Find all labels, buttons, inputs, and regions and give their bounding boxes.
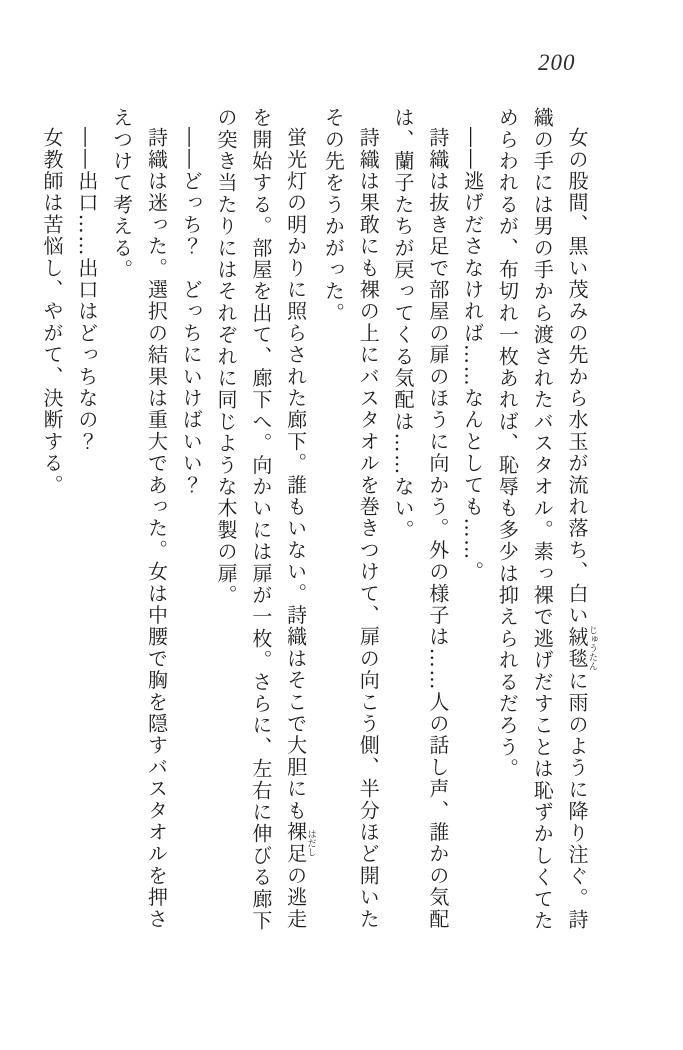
paragraph: ――逃げださなければ……なんとしても……。	[460, 127, 485, 583]
paragraph: 女教師は苦悩し、やがて、決断する。	[40, 127, 65, 496]
paragraph: 蛍光灯の明かりに照らされた廊下。誰もいない。詩織はそこで大胆にも裸足はだしの逃走を開始する。部屋を出て、廊下へ。向かいには扉が一枚。さらに、左右に伸びる廊下の突き当たりにはそれぞれに同じような木製の扉。	[214, 107, 316, 932]
furigana-term: 絨毯じゅうたん	[565, 625, 597, 671]
paragraph: ――どっち？ どっちにいけばいい？	[179, 127, 204, 496]
paragraph: 女の股間、黒い茂みの先から水玉が流れ落ち、白い絨毯じゅうたんに雨のように降り注ぐ。詩織の手には男の手から渡されたバスタオル。素っ裸で逃げだすことは恥ずかしくてためらわれるが、布切れ一枚あれば、恥辱も多少は抑えられるだろう。	[495, 107, 597, 932]
paragraph: 詩織は迷った。選択の結果は重大であった。女は中腰で胸を隠すバスタオルを押さえつけて考える。	[109, 107, 169, 930]
furigana-term: 裸足はだし	[283, 821, 316, 865]
paragraph: 詩織は果敢にも裸の上にバスタオルを巻きつけて、扉の向こう側、半分ほど開いたその先をうかがった。	[321, 107, 381, 930]
paragraph: ――出口……出口はどっちなの？	[74, 127, 99, 453]
paragraph: 詩織は抜き足で部屋の扉のほうに向かう。外の様子は……人の話し声、誰かの気配は、蘭子たちが戻ってくる気配は……ない。	[391, 107, 450, 930]
body-text	[34, 107, 597, 941]
page-number: 200	[538, 50, 576, 75]
